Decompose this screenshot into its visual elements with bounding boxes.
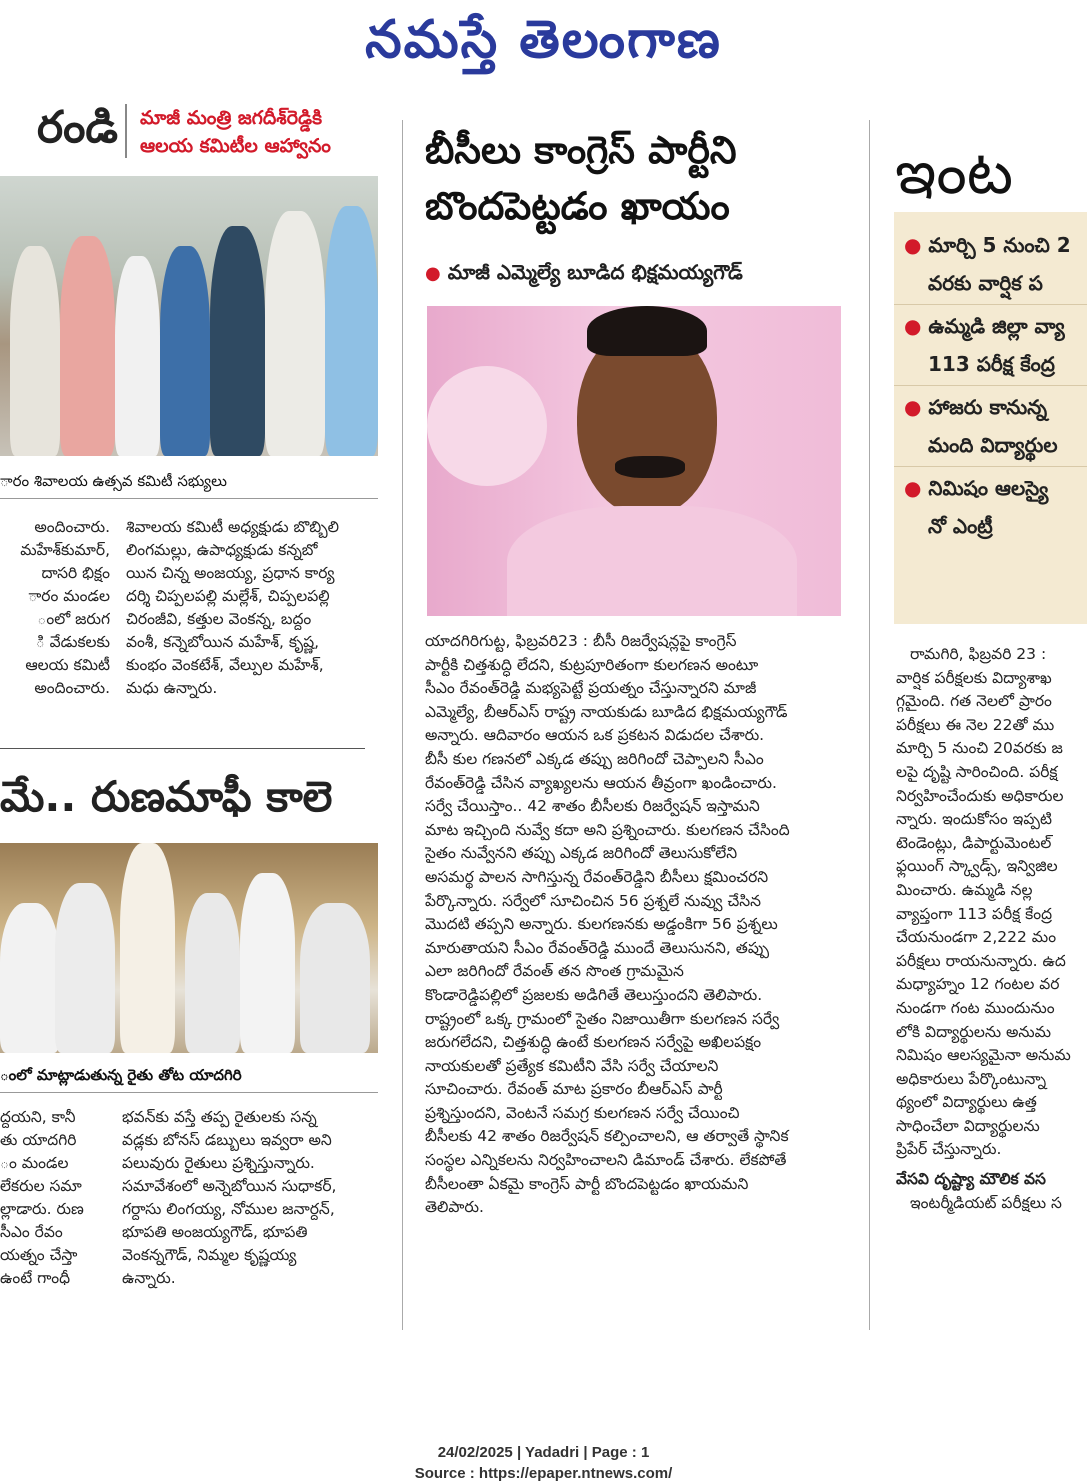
highlight-item: ● మార్చి 5 నుంచి 2	[904, 233, 1071, 257]
highlight-item: ● ఉమ్మడి జిల్లా వ్యా	[904, 314, 1065, 338]
photo2-caption: ంలో మాట్లాడుతున్న రైతు తోట యాదగిరి	[0, 1066, 242, 1084]
column-rule-left	[125, 104, 127, 158]
bullet-icon: ●	[425, 263, 441, 284]
left-col-b: శివాలయ కమిటీ అధ్యక్షుడు బొబ్బిలి లింగమల్లు, ఉపాధ్యక్షుడు కన్నబో యిన చిన్న అంజయ్య, ప్రధాన కార్య దర్శి చిప్పలపల్లి మల్లేశ్, చిప్పలపల్లి చిరంజీవి, కత్తుల వెంకన్న, బద్దం వంశీ, కన్నెబోయిన మహేశ్, కృష్ణ, కుంభం వెంకటేశ్, వేల్పుల మహేశ్, మధు ఉన్నారు.	[126, 518, 340, 697]
center-subhead	[425, 256, 845, 290]
left-headline-fragment: రండి	[37, 102, 118, 153]
caption-rule-2	[0, 1092, 378, 1093]
page-footer	[0, 1442, 1087, 1484]
masthead: నమస్తే తెలంగాణ	[365, 9, 722, 70]
left-headline-2: మే.. రుణమాఫీ కాలె	[0, 772, 333, 821]
left-subhead-line2: ఆలయ కమిటీల ఆహ్వానం	[140, 135, 331, 157]
highlight-item-cont: 113 పరీక్ష కేంద్ర	[928, 352, 1055, 376]
left-subhead	[140, 104, 380, 160]
right-headline-fragment: ఇంట	[895, 138, 1014, 208]
committee-members-photo	[0, 176, 378, 456]
center-headline	[425, 122, 845, 234]
center-headline-line1: బీసీలు కాంగ్రెస్ పార్టీని	[425, 128, 737, 172]
highlight-item-cont: మంది విద్యార్థుల	[928, 433, 1058, 457]
section-rule	[0, 748, 365, 749]
right-subhead: వేసవి దృష్ట్యా మౌలిక వస	[896, 1170, 1046, 1189]
right-article-body: రామగిరి, ఫిబ్రవరి 23 : వార్షిక పరీక్షలకు విద్యాశాఖ గ్గమైంది. గత నెలలో ప్రారం పరీక్షలు ఈ నెల 22తో ము మార్చి 5 నుంచి 20వరకు జ లపై దృష్టి సారించింది. పరీక్ష నిర్వహించేందుకు అధికారుల న్నారు. ఇందుకోసం ఇప్పటి టెండెంట్లు, డిపార్టుమెంటల్ ఫ్లయింగ్ స్క్వాడ్స్, ఇన్విజిల మించారు. ఉమ్మడి నల్ల వ్యాప్తంగా 113 పరీక్ష కేంద్ర చేయనుండగా 2,222 మం పరీక్షలు రాయనున్నారు. ఉద మధ్యాహ్నం 12 గంటల వర నుండగా గంట ముందునుం లోకి విద్యార్థులను అనుమ నిమిషం ఆలస్యమైనా అనుమ అధికారులు పేర్కొంటున్నా థ్యంలో విద్యార్థులు ఉత్త సాధించేలా విద్యార్థులను ప్రిపేర్ చేస్తున్నారు. వేసవి దృష్ట్యా మౌలిక వస ఇంటర్మీడియట్ పరీక్షలు స	[896, 643, 1087, 1215]
left-subhead-line1: మాజీ మంత్రి జగదీశ్‌రెడ్డికి	[140, 107, 322, 129]
footer-source-link[interactable]: Source : https://epaper.ntnews.com/	[414, 1465, 673, 1482]
highlight-item-cont: నో ఎంట్రీ	[928, 514, 993, 538]
left-col-d: భవన్‌కు వస్తే తప్ప రైతులకు సన్న వడ్లకు బోనస్ డబ్బులు ఇవ్వరా అని పలువురు రైతులు ప్రశ్నిస్తున్నారు. సమావేశంలో అన్నెబోయిన సుధాకర్, గర్దాసు లింగయ్య, నోముల జనార్దన్, భూపతి అంజయ్యగౌడ్, భూపతి వెంకన్నగౌడ్, నిమ్మల కృష్ణయ్య ఉన్నారు.	[122, 1108, 337, 1287]
highlight-item-cont: వరకు వార్షిక ప	[928, 271, 1043, 295]
center-article-body: యాదగిరిగుట్ట, ఫిబ్రవరి23 : బీసీ రిజర్వేషన్లపై కాంగ్రెస్ పార్టీకి చిత్తశుద్ధి లేదని, కుట్రపూరితంగా కులగణన అంటూ సీఎం రేవంత్‌రెడ్డి మభ్యపెట్టే ప్రయత్నం చేస్తున్నారని మాజీ ఎమ్మెల్యే, బీఆర్‌ఎస్ రాష్ట్ర నాయకుడు బూడిద భిక్షమయ్యగౌడ్ అన్నారు. ఆదివారం ఆయన ఒక ప్రకటన విడుదల చేశారు. బీసీ కుల గణనలో ఎక్కడ తప్పు జరిగిందో చెప్పాలని సీఎం రేవంత్‌రెడ్డి చేసిన వ్యాఖ్యలను ఆయన తీవ్రంగా ఖండించారు. సర్వే చేయిస్తాం.. 42 శాతం బీసీలకు రిజర్వేషన్ ఇస్తామని మాట ఇచ్చింది నువ్వే కదా అని ప్రశ్నించారు. కులగణన చేసింది సైతం నువ్వేనని తప్పు ఎక్కడ జరిగిందో తెలుసుకోలేని అసమర్థ పాలన సాగిస్తున్న రేవంత్‌రెడ్డిని బీసీలు క్షమించరని పేర్కొన్నారు. సర్వేలో సూచించిన 56 ప్రశ్నలే నువ్వు చేసిన మొదటి తప్పని అన్నారు. కులగణనకు అడ్డంకిగా 56 ప్రశ్నలు మారుతాయని సీఎం రేవంత్‌రెడ్డి ముందే తెలుసునని, తప్పు ఎలా జరిగిందో రేవంత్ తన సొంత గ్రామమైన కొండారెడ్డిపల్లిలో ప్రజలకు అడిగితే తెలుస్తుందని తెలిపారు. రాష్ట్రంలో ఒక్క గ్రామంలో సైతం నిజాయితీగా కులగణన సర్వే జరుగలేదని, చిత్తశుద్ధి ఉంటే కులగణన సర్వేపై అఖిలపక్షం నాయకులతో ప్రత్యేక కమిటీని వేసి సర్వే చేయాలని సూచించారు. రేవంత్ మాట ప్రకారం బీఆర్‌ఎస్ పార్టీ ప్రశ్నిస్తుందని, వెంటనే సమగ్ర కులగణన సర్వే చేయించి బీసీలకు 42 శాతం రిజర్వేషన్ కల్పించాలని, ఆ తర్వాతే స్థానిక సంస్థల ఎన్నికలను నిర్వహించాలని డిమాండ్ చేశారు. లేకపోతే బీసీలంతా ఏకమై కాంగ్రెస్ పార్టీ బొందపెట్టడం ఖాయమని తెలిపారు.	[425, 632, 790, 1217]
column-rule-center-left	[402, 120, 403, 1330]
column-rule-center-right	[869, 120, 870, 1330]
caption-rule	[0, 498, 378, 499]
footer-edition-info: 24/02/2025 | Yadadri | Page : 1	[437, 1444, 650, 1461]
center-subhead-text: మాజీ ఎమ్మెల్యే బూడిద భిక్షమయ్యగౌడ్	[447, 260, 743, 284]
center-headline-line2: బొందపెట్టడం ఖాయం	[425, 184, 730, 228]
left-col-c: ద్దయని, కానీ తు యాదగిరి ం మండల లేకరుల సమా ల్లాడారు. రుణ సీఎం రేవం యత్నం చేస్తా ఉంటే గాంధీ	[0, 1108, 84, 1287]
right-highlights-box	[894, 212, 1087, 624]
photo1-caption: ారం శివాలయ ఉత్సవ కమిటీ సభ్యులు	[0, 472, 227, 490]
farmers-meeting-photo	[0, 843, 378, 1053]
politician-portrait	[427, 306, 841, 616]
highlight-item: ● హాజరు కానున్న	[904, 395, 1048, 419]
highlight-item: ● నిమిషం ఆలస్యై	[904, 476, 1049, 500]
left-col-a: అందించారు. మహేశ్‌కుమార్, దాసరి భిక్షం ారం మండల ంలో జరుగ ి వేడుకలకు ఆలయ కమిటీ అందించారు.	[20, 518, 110, 697]
